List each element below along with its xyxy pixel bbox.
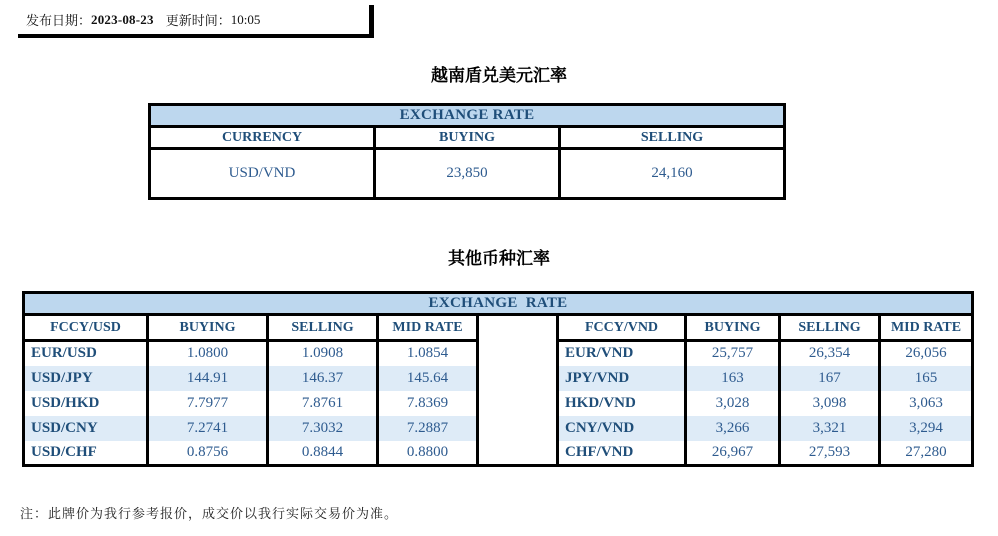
selling-rate: 3,321 bbox=[780, 416, 880, 441]
col-midrate-usd: MID RATE bbox=[378, 315, 478, 341]
publish-date-label: 发布日期： bbox=[26, 13, 92, 28]
table2-gap-column bbox=[478, 315, 558, 466]
pair-label: EUR/USD bbox=[24, 341, 148, 366]
selling-rate: 7.8761 bbox=[268, 391, 378, 416]
pair-label: USD/JPY bbox=[24, 366, 148, 391]
table2-header-row bbox=[24, 315, 973, 341]
col-fccy-usd: FCCY/USD bbox=[24, 315, 148, 341]
buying-rate: 1.0800 bbox=[148, 341, 268, 366]
section2-title: 其他币种汇率 bbox=[448, 249, 550, 268]
table-row bbox=[150, 149, 785, 199]
selling-rate: 146.37 bbox=[268, 366, 378, 391]
selling-rate: 3,098 bbox=[780, 391, 880, 416]
pair-label: HKD/VND bbox=[558, 391, 686, 416]
table1-header-row bbox=[150, 127, 785, 149]
pair-label: USD/HKD bbox=[24, 391, 148, 416]
buying-rate: 26,967 bbox=[686, 441, 780, 466]
buying-rate: 7.2741 bbox=[148, 416, 268, 441]
buying-rate: 0.8756 bbox=[148, 441, 268, 466]
col-buying: BUYING bbox=[375, 127, 560, 149]
pair-label: JPY/VND bbox=[558, 366, 686, 391]
col-selling-vnd: SELLING bbox=[780, 315, 880, 341]
mid-rate: 165 bbox=[880, 366, 973, 391]
pair-label: USD/CHF bbox=[24, 441, 148, 466]
buying-rate: 7.7977 bbox=[148, 391, 268, 416]
update-time-value: 10:05 bbox=[230, 11, 261, 27]
selling-rate: 27,593 bbox=[780, 441, 880, 466]
mid-rate: 26,056 bbox=[880, 341, 973, 366]
currency-pair: USD/VND bbox=[150, 149, 375, 199]
mid-rate: 7.8369 bbox=[378, 391, 478, 416]
pair-label: USD/CNY bbox=[24, 416, 148, 441]
publish-date-value: 2023-08-23 bbox=[91, 11, 154, 27]
buying-rate: 3,028 bbox=[686, 391, 780, 416]
mid-rate: 3,294 bbox=[880, 416, 973, 441]
col-midrate-vnd: MID RATE bbox=[880, 315, 973, 341]
pair-label: EUR/VND bbox=[558, 341, 686, 366]
buying-rate: 3,266 bbox=[686, 416, 780, 441]
other-rates-table bbox=[22, 291, 974, 467]
selling-rate: 26,354 bbox=[780, 341, 880, 366]
col-selling-usd: SELLING bbox=[268, 315, 378, 341]
col-currency: CURRENCY bbox=[150, 127, 375, 149]
selling-rate: 1.0908 bbox=[268, 341, 378, 366]
section1-title: 越南盾兑美元汇率 bbox=[431, 66, 567, 85]
mid-rate: 27,280 bbox=[880, 441, 973, 466]
disclaimer-note: 注：此牌价为我行参考报价，成交价以我行实际交易价为准。 bbox=[20, 506, 399, 521]
buying-rate: 23,850 bbox=[375, 149, 560, 199]
table2-banner-row bbox=[24, 293, 973, 315]
buying-rate: 25,757 bbox=[686, 341, 780, 366]
mid-rate: 7.2887 bbox=[378, 416, 478, 441]
table1-banner-row bbox=[150, 105, 785, 127]
col-selling: SELLING bbox=[560, 127, 785, 149]
publish-info-box bbox=[18, 5, 374, 38]
table2-banner: EXCHANGE RATE bbox=[24, 293, 973, 315]
buying-rate: 144.91 bbox=[148, 366, 268, 391]
selling-rate: 24,160 bbox=[560, 149, 785, 199]
mid-rate: 145.64 bbox=[378, 366, 478, 391]
buying-rate: 163 bbox=[686, 366, 780, 391]
update-time-label: 更新时间： bbox=[165, 13, 231, 28]
col-fccy-vnd: FCCY/VND bbox=[558, 315, 686, 341]
mid-rate: 1.0854 bbox=[378, 341, 478, 366]
col-buying-vnd: BUYING bbox=[686, 315, 780, 341]
selling-rate: 0.8844 bbox=[268, 441, 378, 466]
table1-banner: EXCHANGE RATE bbox=[150, 105, 785, 127]
mid-rate: 3,063 bbox=[880, 391, 973, 416]
mid-rate: 0.8800 bbox=[378, 441, 478, 466]
col-buying-usd: BUYING bbox=[148, 315, 268, 341]
selling-rate: 167 bbox=[780, 366, 880, 391]
usd-vnd-rate-table bbox=[148, 103, 786, 200]
pair-label: CHF/VND bbox=[558, 441, 686, 466]
selling-rate: 7.3032 bbox=[268, 416, 378, 441]
pair-label: CNY/VND bbox=[558, 416, 686, 441]
